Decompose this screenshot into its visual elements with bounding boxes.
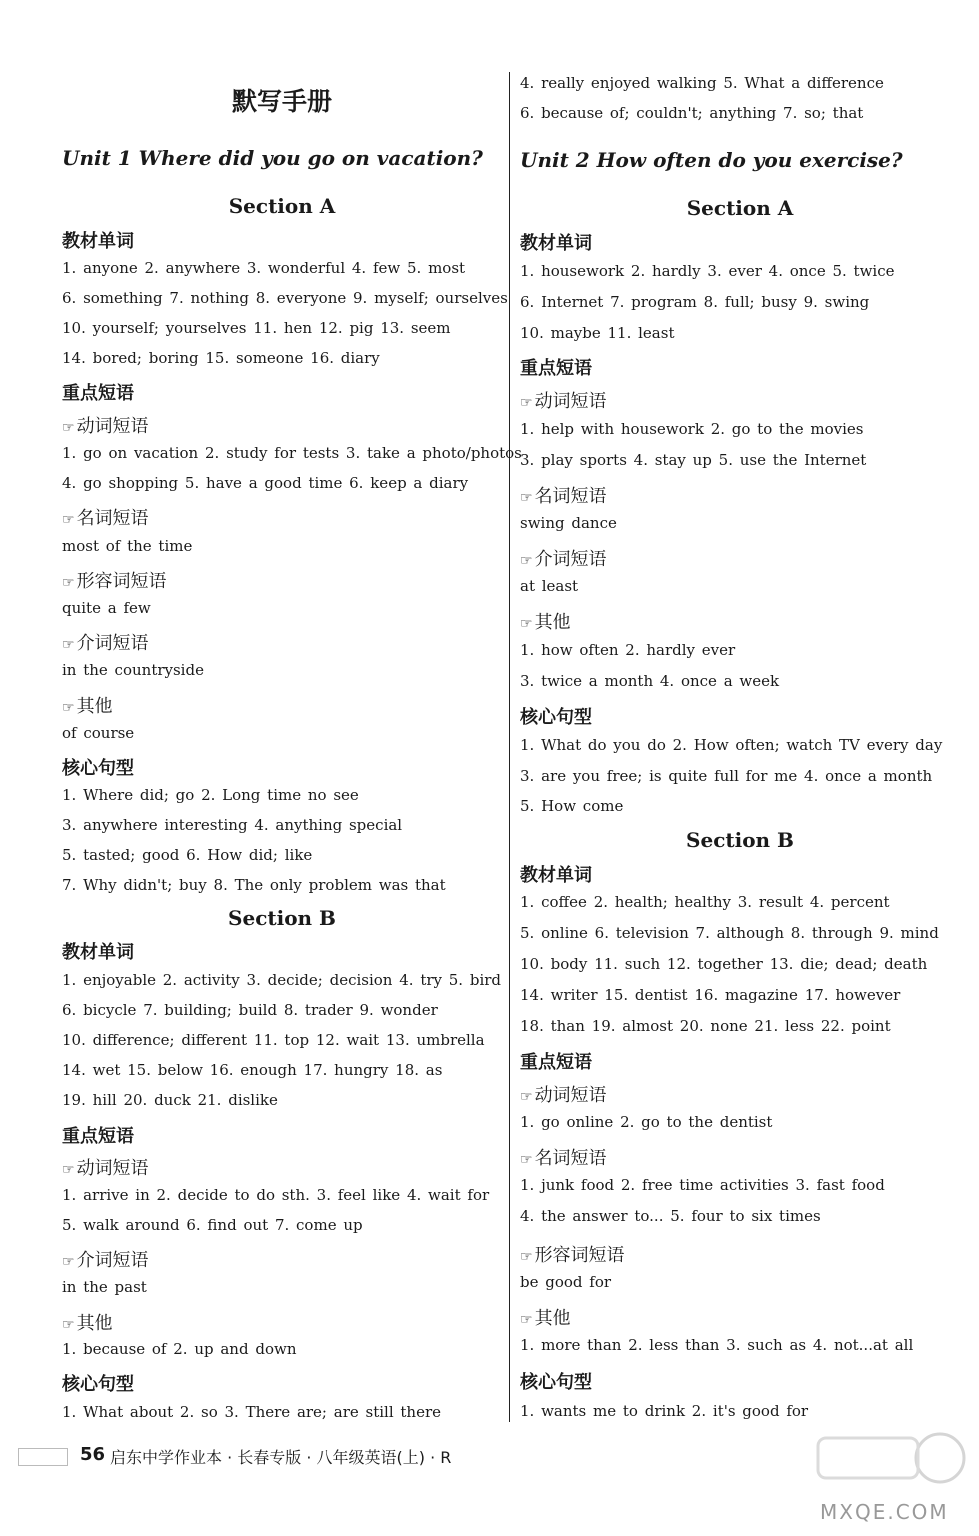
other-heading: ☞ 其他 [520,1308,571,1329]
word-line: 5. online 6. television 7. although 8. through 9. mind [520,924,939,942]
verb-phrases-heading: ☞ 动词短语 [62,416,149,437]
prep-phrases-heading: ☞ 介词短语 [520,549,607,570]
phrase-line: most of the time [62,537,193,555]
phrase-line: 1. help with housework 2. go to the movies [520,420,864,438]
sentence-line: 7. Why didn't; buy 8. The only problem was that [62,876,446,894]
sentence-line: 6. because of; couldn't; anything 7. so; that [520,104,864,122]
sentence-line: 5. tasted; good 6. How did; like [62,846,313,864]
pointing-hand-icon: ☞ [62,637,75,653]
sentence-line: 1. wants me to drink 2. it's good for [520,1402,809,1420]
word-line: 10. yourself; yourselves 11. hen 12. pig 13. seem [62,319,451,337]
phrase-line: 4. the answer to... 5. four to six times [520,1207,821,1225]
page-number: 56 [80,1444,106,1465]
words-heading: 教材单词 [62,942,134,963]
sentences-heading: 核心句型 [62,1374,134,1395]
phrases-heading: 重点短语 [520,1052,592,1073]
noun-phrases-heading: ☞ 名词短语 [520,1148,607,1169]
unit-1-section-a-title: Section A [228,194,336,218]
unit-2-title: Unit 2 How often do you exercise? [520,148,903,172]
pointing-hand-icon: ☞ [520,395,533,411]
other-heading: ☞ 其他 [62,696,113,717]
word-line: 14. writer 15. dentist 16. magazine 17. however [520,986,901,1004]
verb-phrases-heading: ☞ 动词短语 [62,1158,149,1179]
unit-2-section-a-title: Section A [686,196,794,220]
phrases-heading: 重点短语 [520,358,592,379]
sentence-line: 1. What about 2. so 3. There are; are still there [62,1403,442,1421]
phrase-line: 1. because of 2. up and down [62,1340,297,1358]
word-line: 14. bored; boring 15. someone 16. diary [62,349,380,367]
adj-phrases-heading: ☞ 形容词短语 [62,571,167,592]
pointing-hand-icon: ☞ [62,1317,75,1333]
phrase-line: 1. how often 2. hardly ever [520,641,736,659]
word-line: 14. wet 15. below 16. enough 17. hungry 18. as [62,1061,443,1079]
pointing-hand-icon: ☞ [62,512,75,528]
prep-phrases-heading: ☞ 介词短语 [62,1250,149,1271]
unit-2-section-b-title: Section B [686,828,794,852]
footer-decoration [18,1448,68,1466]
pointing-hand-icon: ☞ [520,1089,533,1105]
pointing-hand-icon: ☞ [520,1249,533,1265]
pointing-hand-icon: ☞ [62,700,75,716]
footer-book-name: 启东中学作业本 · 长春专版 · 八年级英语(上) · R [110,1448,452,1467]
phrase-line: 1. go online 2. go to the dentist [520,1113,773,1131]
words-heading: 教材单词 [62,231,134,252]
pointing-hand-icon: ☞ [520,1312,533,1328]
noun-phrases-heading: ☞ 名词短语 [62,508,149,529]
phrase-line: 1. more than 2. less than 3. such as 4. not...at all [520,1336,914,1354]
phrase-line: 5. walk around 6. find out 7. come up [62,1216,363,1234]
sentences-heading: 核心句型 [520,1372,592,1393]
pointing-hand-icon: ☞ [520,553,533,569]
sentence-line: 1. Where did; go 2. Long time no see [62,786,359,804]
book-title: 默写手册 [231,87,332,116]
unit-1-section-b-title: Section B [228,906,336,930]
word-line: 6. Internet 7. program 8. full; busy 9. swing [520,293,870,311]
prep-phrases-heading: ☞ 介词短语 [62,633,149,654]
word-line: 1. coffee 2. health; healthy 3. result 4. percent [520,893,890,911]
sentence-line: 4. really enjoyed walking 5. What a difference [520,74,884,92]
other-heading: ☞ 其他 [520,612,571,633]
phrase-line: 3. twice a month 4. once a week [520,672,780,690]
adj-phrases-heading: ☞ 形容词短语 [520,1245,625,1266]
sentences-heading: 核心句型 [520,707,592,728]
sentence-line: 3. anywhere interesting 4. anything special [62,816,403,834]
sentence-line: 1. What do you do 2. How often; watch TV every day [520,736,943,754]
watermark-text: MXQE.COM [820,1500,949,1524]
word-line: 1. anyone 2. anywhere 3. wonderful 4. few 5. most [62,259,466,277]
pointing-hand-icon: ☞ [62,1162,75,1178]
sentence-line: 5. How come [520,797,624,815]
sentence-line: 3. are you free; is quite full for me 4. once a month [520,767,933,785]
pointing-hand-icon: ☞ [520,490,533,506]
word-line: 1. enjoyable 2. activity 3. decide; decision 4. try 5. bird [62,971,502,989]
phrase-line: in the countryside [62,661,204,679]
pointing-hand-icon: ☞ [62,575,75,591]
phrase-line: be good for [520,1273,612,1291]
word-line: 18. than 19. almost 20. none 21. less 22. point [520,1017,891,1035]
phrase-line: quite a few [62,599,151,617]
pointing-hand-icon: ☞ [62,1254,75,1270]
other-heading: ☞ 其他 [62,1313,113,1334]
unit-1-title: Unit 1 Where did you go on vacation? [62,146,483,170]
word-line: 19. hill 20. duck 21. dislike [62,1091,278,1109]
words-heading: 教材单词 [520,865,592,886]
phrase-line: of course [62,724,135,742]
word-line: 6. bicycle 7. building; build 8. trader 9. wonder [62,1001,438,1019]
phrase-line: swing dance [520,514,617,532]
pointing-hand-icon: ☞ [520,1152,533,1168]
noun-phrases-heading: ☞ 名词短语 [520,486,607,507]
phrase-line: 1. arrive in 2. decide to do sth. 3. feel like 4. wait for [62,1186,490,1204]
phrases-heading: 重点短语 [62,383,134,404]
word-line: 10. body 11. such 12. together 13. die; dead; death [520,955,928,973]
phrase-line: 1. junk food 2. free time activities 3. fast food [520,1176,885,1194]
word-line: 6. something 7. nothing 8. everyone 9. myself; ourselves [62,289,508,307]
pointing-hand-icon: ☞ [520,616,533,632]
verb-phrases-heading: ☞ 动词短语 [520,391,607,412]
phrase-line: in the past [62,1278,147,1296]
column-divider [509,72,510,1422]
phrases-heading: 重点短语 [62,1126,134,1147]
phrase-line: 4. go shopping 5. have a good time 6. keep a diary [62,474,469,492]
verb-phrases-heading: ☞ 动词短语 [520,1085,607,1106]
pointing-hand-icon: ☞ [62,420,75,436]
phrase-line: 1. go on vacation 2. study for tests 3. take a photo/photos [62,444,522,462]
words-heading: 教材单词 [520,233,592,254]
phrase-line: 3. play sports 4. stay up 5. use the Internet [520,451,867,469]
sentences-heading: 核心句型 [62,758,134,779]
word-line: 10. maybe 11. least [520,324,675,342]
word-line: 1. housework 2. hardly 3. ever 4. once 5. twice [520,262,895,280]
word-line: 10. difference; different 11. top 12. wait 13. umbrella [62,1031,485,1049]
phrase-line: at least [520,577,579,595]
